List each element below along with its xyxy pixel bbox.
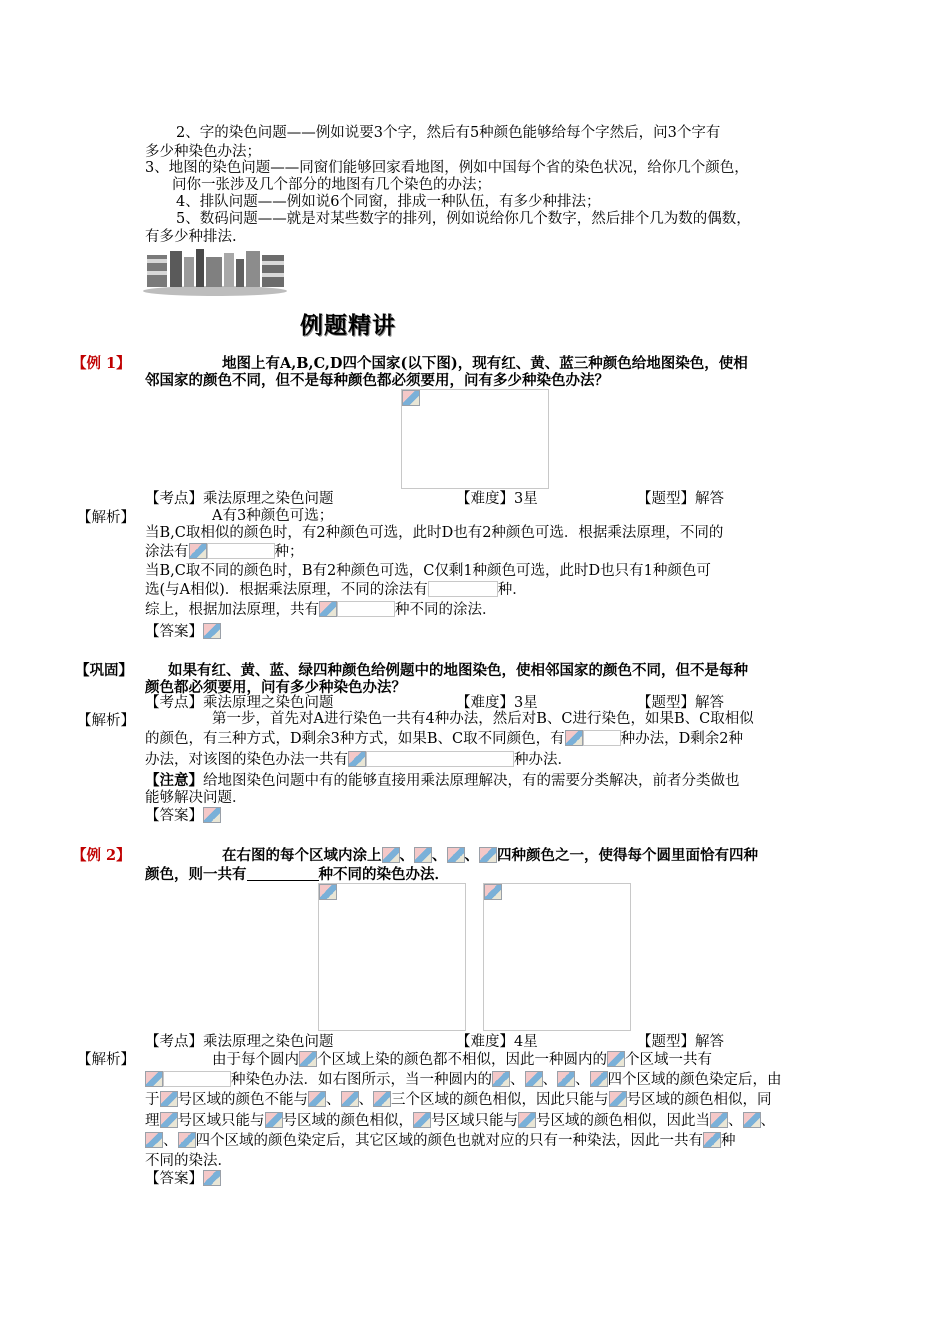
answer-image-icon	[203, 623, 221, 639]
text: 种；	[274, 544, 304, 560]
example-2-tag: 【例 2】	[72, 847, 131, 864]
text: 号区域的颜色相似，同	[626, 1092, 772, 1108]
example-1-answer	[145, 623, 221, 642]
text: 涂法有	[145, 544, 189, 560]
answer-tag: 【答案】	[145, 624, 203, 640]
example-2-analysis-line-4: 理 号区域只能与 号区域的颜色相似， 号区域只能与 号区域的颜色相似，因此当 、 、	[145, 1113, 775, 1129]
example-2-answer	[145, 1170, 221, 1189]
text: 号区域的颜色相似，因此当	[536, 1113, 710, 1129]
formula-image-icon	[319, 601, 337, 617]
region-image-icon	[373, 1091, 391, 1107]
example-2-difficulty: 【难度】4星	[456, 1034, 538, 1050]
gonggu-analysis-line-2	[145, 730, 743, 749]
note-tag: 【注意】	[145, 772, 203, 789]
example-1-analysis-line-5	[145, 581, 527, 600]
gonggu-answer	[145, 807, 221, 826]
example-1-difficulty: 【难度】3星	[456, 491, 538, 507]
text: 在右图的每个区域内涂上	[222, 847, 382, 864]
example-1-analysis-line-3	[145, 543, 304, 562]
gonggu-analysis-tag: 【解析】	[77, 713, 135, 729]
gonggu-question-line-2: 颜色都必须要用，问有多少种染色办法？	[145, 679, 406, 696]
example-1-map-figure	[401, 389, 549, 489]
intro-line-3: 3、地图的染色问题——同窗们能够回家看地图，例如中国每个省的染色状况，给你几个颜色，	[145, 160, 749, 176]
formula-image-icon	[348, 751, 366, 767]
map-image-icon	[402, 390, 420, 406]
formula-blank	[366, 751, 514, 767]
formula-image-icon	[145, 1071, 163, 1087]
answer-image-icon	[203, 1170, 221, 1186]
answer-tag: 【答案】	[145, 808, 203, 824]
formula-image-icon	[607, 1051, 625, 1067]
region-image-icon	[743, 1112, 761, 1128]
figure-image-icon	[484, 884, 502, 900]
text: 于	[145, 1092, 160, 1108]
region-image-icon	[590, 1071, 608, 1087]
region-image-icon	[265, 1112, 283, 1128]
text: 种染色办法．如右图所示，当一种圆内的	[231, 1072, 492, 1088]
text: 号区域只能与	[177, 1113, 265, 1129]
intro-line-5: 4、排队问题——例如说6个同窗，排成一种队伍，有多少种排法；	[176, 194, 601, 210]
region-image-icon	[160, 1091, 178, 1107]
text: 号区域的颜色不能与	[177, 1092, 308, 1108]
color-image-icon	[382, 847, 400, 863]
example-2-analysis-line-5: 、 四个区域的颜色染定后，其它区域的颜色也就对应的只有一种染法，因此一共有 种	[145, 1132, 736, 1151]
text: 四个区域的颜色染定后，由	[607, 1072, 782, 1088]
formula-blank	[583, 730, 621, 746]
text: 给地图染色问题中有的能够直接用乘法原理解决，有的需要分类解决，前者分类做也	[203, 773, 740, 789]
example-2-analysis-line-1	[212, 1051, 712, 1070]
gonggu-topic: 【考点】乘法原理之染色问题	[145, 695, 334, 711]
region-image-icon	[557, 1071, 575, 1087]
section-title: 例题精讲	[300, 312, 396, 339]
text: 四个区域的颜色染定后，其它区域的颜色也就对应的只有一种染法，因此一共有	[195, 1133, 703, 1149]
text: 种不同的涂法．	[395, 602, 497, 618]
gonggu-type: 【题型】解答	[637, 695, 724, 711]
region-image-icon	[178, 1132, 196, 1148]
gonggu-tag: 【巩固】	[75, 662, 133, 679]
example-1-analysis-line-4: 当B,C取不同的颜色时，B有2种颜色可选，C仅剩1种颜色可选，此时D也只有1种颜色可	[145, 563, 711, 579]
region-image-icon	[308, 1091, 326, 1107]
books-decoration	[143, 245, 289, 297]
example-1-analysis-line-6	[145, 601, 497, 620]
gonggu-note-line-2: 能够解决问题．	[145, 790, 247, 806]
text: 选(与A相似)．根据乘法原理，不同的涂法有	[145, 582, 428, 598]
intro-line-4: 问你一张涉及几个部分的地图有几个染色的办法；	[172, 177, 491, 193]
example-1-type: 【题型】解答	[637, 491, 724, 507]
answer-tag: 【答案】	[145, 1171, 203, 1187]
formula-image-icon	[703, 1132, 721, 1148]
intro-line-1: 2、字的染色问题——例如说要3个字，然后有5种颜色能够给每个字然后，问3个字有	[176, 125, 721, 141]
example-1-analysis-tag: 【解析】	[77, 510, 135, 526]
example-2-topic: 【考点】乘法原理之染色问题	[145, 1034, 334, 1050]
formula-image-icon	[299, 1051, 317, 1067]
example-1-topic: 【考点】乘法原理之染色问题	[145, 491, 334, 507]
text: 颜色，则一共有	[145, 866, 247, 883]
text: 理	[145, 1113, 160, 1129]
text: 综上，根据加法原理，共有	[145, 602, 319, 618]
text: 号区域只能与	[431, 1113, 518, 1129]
region-image-icon	[518, 1112, 536, 1128]
region-image-icon	[160, 1112, 178, 1128]
example-1-tag: 【例 1】	[72, 355, 131, 372]
text: 种办法，D剩余2种	[620, 731, 743, 747]
text: 个区域上染的颜色都不相似，因此一种圆内的	[317, 1052, 607, 1068]
formula-blank	[207, 543, 275, 559]
example-2-analysis-line-2: 种染色办法．如右图所示，当一种圆内的 、 、 、 四个区域的颜色染定后，由	[145, 1071, 782, 1090]
text: 种办法．	[514, 752, 572, 768]
text: 种	[721, 1133, 736, 1149]
text: 四种颜色之一，使得每个圆里面恰有四种	[497, 847, 758, 864]
color-image-icon	[479, 847, 497, 863]
intro-line-2: 多少种染色办法；	[145, 144, 261, 160]
example-1-analysis-line-1: A有3种颜色可选；	[212, 508, 334, 524]
gonggu-note-line-1	[145, 771, 740, 791]
intro-line-6: 5、数码问题——就是对某些数字的排列，例如说给你几个数字，然后排个几为数的偶数，	[176, 211, 751, 227]
region-image-icon	[341, 1091, 359, 1107]
region-image-icon	[609, 1091, 627, 1107]
region-image-icon	[710, 1112, 728, 1128]
formula-blank	[163, 1071, 231, 1087]
example-1-analysis-line-2: 当B,C取相似的颜色时，有2种颜色可选，此时D也有2种颜色可选．根据乘法原理，不同的	[145, 525, 724, 541]
example-1-question-line-2: 邻国家的颜色不同，但不是每种颜色都必须要用，问有多少种染色办法？	[145, 372, 609, 389]
text: 三个区域的颜色相似，因此只能与	[391, 1092, 609, 1108]
text: 的颜色，有三种方式，D剩余3种方式，如果B、C取不同颜色，有	[145, 731, 565, 747]
example-2-analysis-line-3: 于 号区域的颜色不能与 、 、 三个区域的颜色相似，因此只能与 号区域的颜色相似，同	[145, 1092, 772, 1108]
example-2-analysis-tag: 【解析】	[77, 1052, 135, 1068]
example-1-question-line-1: 地图上有A,B,C,D四个国家(以下图)，现有红、黄、蓝三种颜色给地图染色，使相	[222, 355, 748, 372]
answer-underline	[247, 866, 319, 881]
formula-image-icon	[565, 730, 583, 746]
color-image-icon	[447, 847, 465, 863]
gonggu-analysis-line-3	[145, 751, 572, 770]
formula-image-icon	[189, 543, 207, 559]
text: 个区域一共有	[625, 1052, 712, 1068]
example-2-analysis-line-6: 不同的染法．	[145, 1153, 232, 1169]
text: 号区域的颜色相似，	[282, 1113, 413, 1129]
example-2-type: 【题型】解答	[637, 1034, 724, 1050]
answer-image-icon	[203, 807, 221, 823]
text: 办法，对该图的染色办法一共有	[145, 752, 348, 768]
text: 种不同的染色办法．	[318, 866, 449, 883]
example-2-circles-figure-right	[483, 883, 631, 1031]
example-2-circles-figure-left	[318, 883, 466, 1031]
color-image-icon	[414, 847, 432, 863]
gonggu-question-line-1: 如果有红、黄、蓝、绿四种颜色给例题中的地图染色，使相邻国家的颜色不同，但不是每种	[168, 662, 748, 679]
formula-blank	[428, 581, 498, 597]
text: 种．	[497, 582, 527, 598]
formula-blank	[337, 601, 395, 617]
gonggu-difficulty: 【难度】3星	[456, 695, 538, 711]
region-image-icon	[492, 1071, 510, 1087]
region-image-icon	[145, 1132, 163, 1148]
figure-image-icon	[319, 884, 337, 900]
gonggu-analysis-line-1: 第一步，首先对A进行染色一共有4种办法，然后对B、C进行染色，如果B、C取相似	[212, 711, 754, 727]
example-2-question-line-2	[145, 865, 449, 884]
text: 由于每个圆内	[212, 1052, 299, 1068]
region-image-icon	[413, 1112, 431, 1128]
intro-line-7: 有多少种排法.	[145, 229, 237, 245]
example-2-question-line-1: 在右图的每个区域内涂上 、 、 、 四种颜色之一，使得每个圆里面恰有四种	[222, 847, 758, 864]
region-image-icon	[525, 1071, 543, 1087]
